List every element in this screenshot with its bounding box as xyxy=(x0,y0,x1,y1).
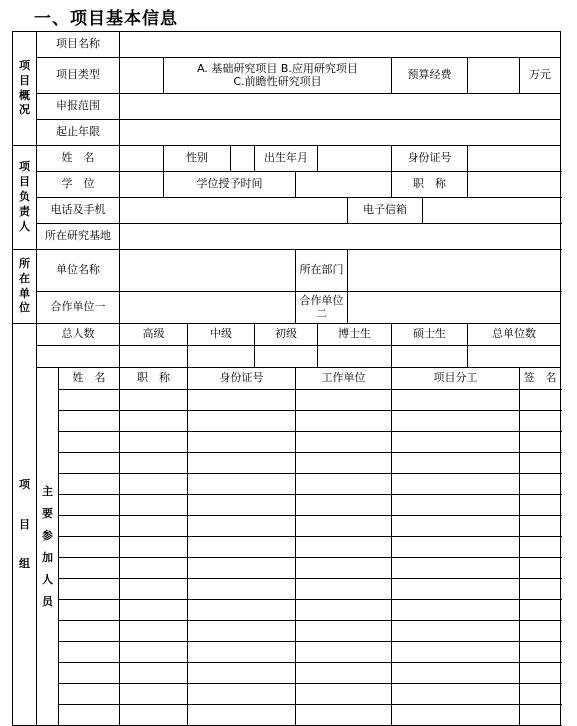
member-header-workplace: 工作单位 xyxy=(296,368,392,390)
member-row xyxy=(13,390,561,411)
member-name-cell[interactable] xyxy=(59,537,120,558)
member-workplace-cell[interactable] xyxy=(296,495,392,516)
budget-label: 预算经费 xyxy=(392,58,468,94)
member-header-signature: 签 名 xyxy=(520,368,561,390)
member-role-cell[interactable] xyxy=(392,432,520,453)
degree-time-label: 学位授予时间 xyxy=(164,172,296,198)
member-role-cell[interactable] xyxy=(392,495,520,516)
member-workplace-cell[interactable] xyxy=(296,537,392,558)
stat-junior-field[interactable] xyxy=(255,346,318,368)
member-id-cell[interactable] xyxy=(188,621,296,642)
base-field[interactable] xyxy=(120,224,561,250)
member-signature-cell[interactable] xyxy=(520,684,561,705)
member-row xyxy=(13,516,561,537)
member-row xyxy=(13,537,561,558)
member-signature-cell[interactable] xyxy=(520,621,561,642)
coop1-label: 合作单位一 xyxy=(37,292,120,324)
period-field[interactable] xyxy=(120,120,561,146)
overview-section-label: 项目概况 xyxy=(13,32,37,146)
leader-name-field[interactable] xyxy=(120,146,164,172)
unit-name-label: 单位名称 xyxy=(37,250,120,292)
member-name-cell[interactable] xyxy=(59,432,120,453)
project-type-line2: C.前瞻性研究项目 xyxy=(233,74,322,88)
member-row xyxy=(13,495,561,516)
stat-units-field[interactable] xyxy=(468,346,561,368)
member-row xyxy=(13,663,561,684)
dept-label: 所在部门 xyxy=(296,250,348,292)
stat-senior-field[interactable] xyxy=(120,346,188,368)
member-id-cell[interactable] xyxy=(188,453,296,474)
team-section-label: 项目组 xyxy=(13,324,37,726)
coop2-label: 合作单位二 xyxy=(296,292,348,324)
member-title-cell[interactable] xyxy=(120,600,188,621)
phone-field[interactable] xyxy=(120,198,348,224)
member-workplace-cell[interactable] xyxy=(296,621,392,642)
members-section-label: 主要参加人员 xyxy=(37,368,59,726)
member-row xyxy=(13,453,561,474)
project-name-field[interactable] xyxy=(120,32,561,58)
member-signature-cell[interactable] xyxy=(520,537,561,558)
member-name-cell[interactable] xyxy=(59,621,120,642)
stat-header-junior: 初级 xyxy=(255,324,318,346)
member-signature-cell[interactable] xyxy=(520,558,561,579)
member-title-cell[interactable] xyxy=(120,516,188,537)
member-role-cell[interactable] xyxy=(392,600,520,621)
member-name-cell[interactable] xyxy=(59,411,120,432)
unit-name-field[interactable] xyxy=(120,250,296,292)
member-row xyxy=(13,411,561,432)
coop2-field[interactable] xyxy=(348,292,561,324)
member-id-cell[interactable] xyxy=(188,474,296,495)
member-row xyxy=(13,579,561,600)
budget-unit: 万元 xyxy=(520,58,561,94)
member-id-cell[interactable] xyxy=(188,516,296,537)
member-role-cell[interactable] xyxy=(392,579,520,600)
stat-header-phd: 博士生 xyxy=(318,324,392,346)
degree-time-field[interactable] xyxy=(296,172,392,198)
stat-header-middle: 中级 xyxy=(188,324,255,346)
member-row xyxy=(13,474,561,495)
coop1-field[interactable] xyxy=(120,292,296,324)
member-title-cell[interactable] xyxy=(120,684,188,705)
member-id-cell[interactable] xyxy=(188,558,296,579)
member-title-cell[interactable] xyxy=(120,705,188,726)
title-field[interactable] xyxy=(468,172,561,198)
member-name-cell[interactable] xyxy=(59,663,120,684)
member-role-cell[interactable] xyxy=(392,390,520,411)
stat-header-senior: 高级 xyxy=(120,324,188,346)
base-label: 所在研究基地 xyxy=(37,224,120,250)
member-row xyxy=(13,621,561,642)
unit-section-label: 所在单位 xyxy=(13,250,37,324)
member-role-cell[interactable] xyxy=(392,411,520,432)
budget-field[interactable] xyxy=(468,58,520,94)
member-workplace-cell[interactable] xyxy=(296,558,392,579)
project-type-label: 项目类型 xyxy=(37,58,120,94)
member-id-cell[interactable] xyxy=(188,684,296,705)
member-title-cell[interactable] xyxy=(120,642,188,663)
stat-total-field[interactable] xyxy=(37,346,120,368)
member-id-cell[interactable] xyxy=(188,390,296,411)
member-workplace-cell[interactable] xyxy=(296,474,392,495)
project-info-form xyxy=(12,31,561,726)
member-id-cell[interactable] xyxy=(188,642,296,663)
member-role-cell[interactable] xyxy=(392,516,520,537)
member-row xyxy=(13,705,561,726)
email-label: 电子信箱 xyxy=(348,198,423,224)
member-name-cell[interactable] xyxy=(59,390,120,411)
member-row xyxy=(13,432,561,453)
member-workplace-cell[interactable] xyxy=(296,453,392,474)
member-title-cell[interactable] xyxy=(120,537,188,558)
member-signature-cell[interactable] xyxy=(520,453,561,474)
member-workplace-cell[interactable] xyxy=(296,663,392,684)
phone-label: 电话及手机 xyxy=(37,198,120,224)
member-row xyxy=(13,600,561,621)
member-id-cell[interactable] xyxy=(188,537,296,558)
member-workplace-cell[interactable] xyxy=(296,390,392,411)
member-role-cell[interactable] xyxy=(392,705,520,726)
member-signature-cell[interactable] xyxy=(520,495,561,516)
member-signature-cell[interactable] xyxy=(520,642,561,663)
member-role-cell[interactable] xyxy=(392,684,520,705)
project-type-options[interactable] xyxy=(164,58,392,94)
member-title-cell[interactable] xyxy=(120,495,188,516)
member-id-cell[interactable] xyxy=(188,663,296,684)
member-workplace-cell[interactable] xyxy=(296,516,392,537)
leader-name-label: 姓 名 xyxy=(37,146,120,172)
stat-header-units: 总单位数 xyxy=(468,324,561,346)
member-signature-cell[interactable] xyxy=(520,579,561,600)
member-signature-cell[interactable] xyxy=(520,705,561,726)
member-role-cell[interactable] xyxy=(392,663,520,684)
member-signature-cell[interactable] xyxy=(520,663,561,684)
period-label: 起止年限 xyxy=(37,120,120,146)
leader-section-label: 项目负责人 xyxy=(13,146,37,250)
member-title-cell[interactable] xyxy=(120,621,188,642)
member-row xyxy=(13,558,561,579)
member-name-cell[interactable] xyxy=(59,600,120,621)
email-field[interactable] xyxy=(423,198,561,224)
project-type-code-field[interactable] xyxy=(120,58,164,94)
member-name-cell[interactable] xyxy=(59,705,120,726)
member-name-cell[interactable] xyxy=(59,558,120,579)
member-title-cell[interactable] xyxy=(120,663,188,684)
member-id-cell[interactable] xyxy=(188,705,296,726)
project-type-line1: A. 基础研究项目 B.应用研究项目 xyxy=(197,61,358,75)
member-role-cell[interactable] xyxy=(392,537,520,558)
member-name-cell[interactable] xyxy=(59,495,120,516)
member-title-cell[interactable] xyxy=(120,432,188,453)
member-title-cell[interactable] xyxy=(120,390,188,411)
member-workplace-cell[interactable] xyxy=(296,684,392,705)
degree-field[interactable] xyxy=(120,172,164,198)
member-name-cell[interactable] xyxy=(59,453,120,474)
member-role-cell[interactable] xyxy=(392,453,520,474)
gender-label: 性别 xyxy=(164,146,231,172)
member-header-id: 身份证号 xyxy=(188,368,296,390)
member-signature-cell[interactable] xyxy=(520,432,561,453)
member-workplace-cell[interactable] xyxy=(296,579,392,600)
member-header-name: 姓 名 xyxy=(59,368,120,390)
member-role-cell[interactable] xyxy=(392,558,520,579)
member-workplace-cell[interactable] xyxy=(296,432,392,453)
member-signature-cell[interactable] xyxy=(520,390,561,411)
birth-field[interactable] xyxy=(318,146,392,172)
member-role-cell[interactable] xyxy=(392,474,520,495)
gender-field[interactable] xyxy=(231,146,255,172)
member-id-cell[interactable] xyxy=(188,600,296,621)
member-workplace-cell[interactable] xyxy=(296,600,392,621)
member-title-cell[interactable] xyxy=(120,453,188,474)
stat-master-field[interactable] xyxy=(392,346,468,368)
dept-field[interactable] xyxy=(348,250,561,292)
member-signature-cell[interactable] xyxy=(520,474,561,495)
stat-header-total: 总人数 xyxy=(37,324,120,346)
member-title-cell[interactable] xyxy=(120,411,188,432)
degree-label: 学 位 xyxy=(37,172,120,198)
member-title-cell[interactable] xyxy=(120,579,188,600)
member-row xyxy=(13,642,561,663)
member-name-cell[interactable] xyxy=(59,642,120,663)
stat-phd-field[interactable] xyxy=(318,346,392,368)
member-row xyxy=(13,684,561,705)
member-name-cell[interactable] xyxy=(59,516,120,537)
member-workplace-cell[interactable] xyxy=(296,642,392,663)
member-workplace-cell[interactable] xyxy=(296,705,392,726)
member-id-cell[interactable] xyxy=(188,432,296,453)
member-header-role: 项目分工 xyxy=(392,368,520,390)
scope-label: 申报范围 xyxy=(37,94,120,120)
page-title: 一、项目基本信息 xyxy=(34,9,178,29)
member-name-cell[interactable] xyxy=(59,684,120,705)
member-workplace-cell[interactable] xyxy=(296,411,392,432)
member-title-cell[interactable] xyxy=(120,558,188,579)
member-signature-cell[interactable] xyxy=(520,411,561,432)
birth-label: 出生年月 xyxy=(255,146,318,172)
member-id-cell[interactable] xyxy=(188,411,296,432)
member-id-cell[interactable] xyxy=(188,579,296,600)
member-name-cell[interactable] xyxy=(59,579,120,600)
member-title-cell[interactable] xyxy=(120,474,188,495)
id-field[interactable] xyxy=(468,146,561,172)
title-label: 职 称 xyxy=(392,172,468,198)
member-signature-cell[interactable] xyxy=(520,600,561,621)
member-role-cell[interactable] xyxy=(392,642,520,663)
member-header-title: 职 称 xyxy=(120,368,188,390)
stat-middle-field[interactable] xyxy=(188,346,255,368)
member-id-cell[interactable] xyxy=(188,495,296,516)
id-label: 身份证号 xyxy=(392,146,468,172)
member-name-cell[interactable] xyxy=(59,474,120,495)
scope-field[interactable] xyxy=(120,94,561,120)
project-name-label: 项目名称 xyxy=(37,32,120,58)
member-role-cell[interactable] xyxy=(392,621,520,642)
stat-header-master: 硕士生 xyxy=(392,324,468,346)
member-signature-cell[interactable] xyxy=(520,516,561,537)
